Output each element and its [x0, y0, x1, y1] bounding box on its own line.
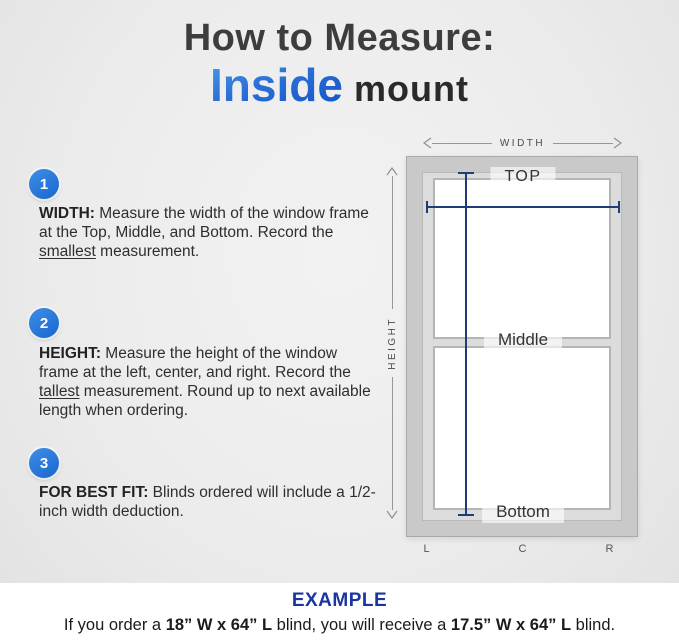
step-2-text: Measure the height of the window frame at the left, center, and right. Record the [39, 345, 351, 381]
title-line1: How to Measure: [183, 17, 496, 59]
step-3-label: FOR BEST FIT: [39, 484, 149, 501]
example-sentence [0, 616, 679, 635]
arrow-up-chevron-icon [386, 167, 398, 176]
example-suffix: blind. [571, 615, 616, 634]
width-arrow-label: WIDTH [499, 137, 546, 149]
height-arrow-line-top [392, 176, 393, 309]
height-arrow-label: HEIGHT [386, 316, 398, 370]
title-rest: mount [342, 67, 469, 109]
example-prefix: If you order a [63, 615, 166, 634]
step-1-underlined-word: smallest [39, 243, 96, 260]
step-1-number: 1 [39, 175, 49, 193]
width-dimension-arrow [423, 136, 622, 150]
step-1-text: Measure the width of the window frame at the Top, Middle, and Bottom. Record the [39, 205, 369, 241]
example-ordered-size: 18” W x 64” L [165, 615, 273, 634]
label-right: R [605, 543, 615, 555]
step-1-description [39, 204, 373, 261]
title-highlight: Inside [210, 58, 343, 111]
step-3-number: 3 [39, 454, 49, 472]
arrow-left-chevron-icon [423, 137, 432, 149]
step-2-text-end: measurement. Round up to next available length when ordering. [39, 383, 371, 419]
label-bottom: Bottom [482, 501, 564, 523]
step-2-description [39, 344, 373, 420]
example-received-size: 17.5” W x 64” L [450, 615, 572, 634]
step-3-text: Blinds ordered will include a 1/2-inch width deduction. [39, 484, 376, 520]
step-3-description [39, 483, 383, 521]
label-middle: Middle [484, 329, 562, 351]
window-lower-sash [433, 346, 611, 510]
example-section [0, 583, 679, 642]
arrow-down-chevron-icon [386, 510, 398, 519]
step-2-label: HEIGHT: [39, 345, 101, 362]
height-arrow-line-bottom [392, 377, 393, 510]
step-1-text-end: measurement. [95, 243, 200, 260]
example-heading: EXAMPLE [291, 590, 388, 611]
arrow-right-chevron-icon [613, 137, 622, 149]
width-arrow-line-right [553, 143, 613, 144]
title-line2 [0, 58, 679, 111]
step-2-number: 2 [39, 314, 49, 332]
height-dimension-arrow [384, 167, 400, 519]
example-middle: blind, you will receive a [272, 615, 451, 634]
page-title [0, 18, 679, 109]
label-center: C [518, 543, 528, 555]
step-2-badge [29, 308, 59, 338]
window-upper-sash [433, 178, 611, 339]
label-left: L [423, 543, 431, 555]
width-measure-line [426, 206, 620, 208]
step-1-label: WIDTH: [39, 205, 95, 222]
step-3-badge [29, 448, 59, 478]
step-2-underlined-word: tallest [39, 383, 80, 400]
height-measure-line [465, 172, 467, 516]
width-arrow-line-left [432, 143, 492, 144]
label-top: TOP [490, 167, 555, 187]
step-1-badge [29, 169, 59, 199]
